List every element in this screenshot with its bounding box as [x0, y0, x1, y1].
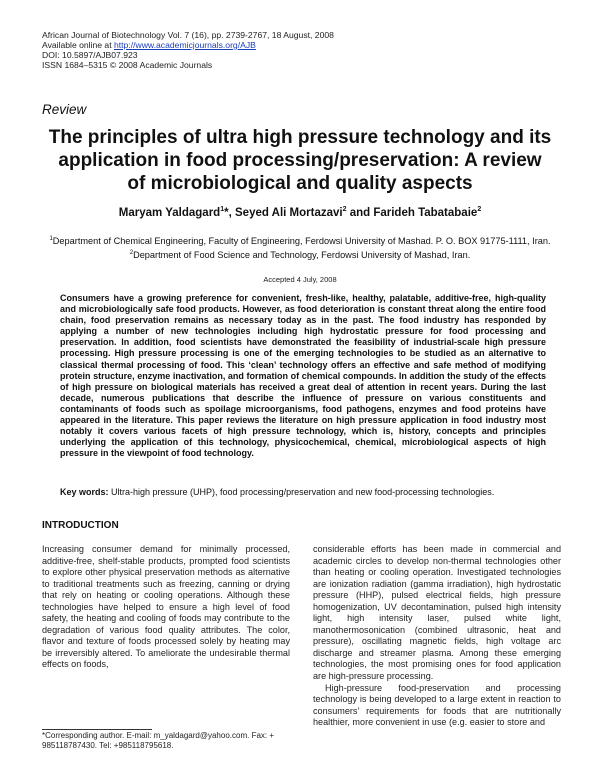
- title-line-2: application in food processing/preservation: A review: [58, 150, 542, 171]
- affiliation-2: [40, 247, 560, 261]
- corresponding-mark: *: [224, 206, 229, 219]
- journal-citation: African Journal of Biotechnology Vol. 7 (16), pp. 2739-2767, 18 August, 2008: [42, 30, 334, 40]
- paragraph: High-pressure food-preservation and processing technology is being developed to a large extent in reaction to consumers’ requirements for foods that are nutritionally healthier, more convenient in use (e.g. easier to store and: [313, 682, 561, 728]
- doi-line: DOI: 10.5897/AJB07.923: [42, 50, 138, 60]
- keywords: [60, 487, 546, 498]
- availability-prefix: Available online at: [42, 40, 114, 50]
- affiliation-text: Department of Food Science and Technology, Ferdowsi University of Mashad, Iran.: [133, 250, 471, 261]
- author-name: Farideh Tabatabaie: [373, 206, 478, 219]
- journal-link[interactable]: http://www.academicjournals.org/AJB: [114, 40, 256, 50]
- title-line-1: The principles of ultra high pressure technology and its: [48, 127, 552, 148]
- author-list: [40, 206, 560, 219]
- corresponding-author-footnote: *Corresponding author. E-mail: m_yaldagard@yahoo.com. Fax: + 985118787430. Tel: +985118795618.: [42, 731, 275, 750]
- availability-line: [42, 40, 334, 50]
- footnote-divider: [42, 729, 152, 730]
- author-name: Seyed Ali Mortazavi: [235, 206, 343, 219]
- affiliation-mark: 2: [129, 250, 134, 257]
- paragraph: considerable efforts has been made in commercial and academic circles to develop non-thermal technologies other than heating or cooling operation. Investigated technologies are ionization radiation (gamma irradiation), high hydrostatic pressure (HHP), pulsed electrical fields, high pressure homogenization, UV decontamination, pulsed high intensity light, high intensity laser, pulsed white light, manothermosonication (combined ultrasonic, heat and pressure), oscillating magnetic fields, high voltage arc discharge and streamer plasma. Among these emerging technologies, the most promising ones for food application are high-pressure processing.: [313, 544, 561, 682]
- author-separator: ,: [228, 206, 235, 219]
- affiliation-1: [40, 233, 560, 247]
- abstract: Consumers have a growing preference for convenient, fresh-like, healthy, palatable, additive-free, high-quality and microbiologically safe food products. However, as food deterioration is constant threat along the entire food chain, food preservation remains as necessary today as in the past. The food industry has responded by applying a number of new technologies including high hydrostatic pressure for food processing and preservation. In addition, food scientists have demonstrated the feasibility of industrial-scale high pressure processing. High pressure processing is one of the emerging technologies to be studied as an alternative to classical thermal processing of food. This ‘clean’ technology offers an effective and safe method of modifying protein structure, enzyme inactivation, and formation of chemical compounds. In addition the study of the effects of high pressure on biological materials has received a great deal of attention in recent years. During the last decade, numerous publications that describe the influence of pressure on various constituents and contaminants of foods such as spoilage microorganisms, food pathogens, enzymes and food proteins have appeared in the literature. This paper reviews the literature on high pressure application in food industry most notably it covers various facets of high pressure technology, which is, history, concepts and principles underlying the application of this technology, physicochemical, chemical, microbiological aspects of high pressure in the viewpoint of food technology.: [60, 293, 546, 459]
- paragraph: Increasing consumer demand for minimally processed, additive-free, shelf-stable products, prompted food scientists to explore other physical preservation methods as alternative to traditional treatments such as freezing, canning or drying that rely on heating or cooling operations. Although these technologies have helped to ensure a high level of food safety, the heating and cooling of foods may contribute to the degradation of various food quality attributes. The color, flavor and texture of foods processed solely by heating may be irreversibly altered. To ameliorate the undesirable thermal effects on foods,: [42, 544, 290, 670]
- author-affiliation-mark: 1: [220, 206, 225, 213]
- author-separator: and: [346, 206, 374, 219]
- author-name: Maryam Yaldagard: [118, 206, 221, 219]
- body-column-left: [42, 544, 290, 671]
- body-column-right: [313, 544, 561, 729]
- issn-line: ISSN 1684–5315 © 2008 Academic Journals: [42, 60, 213, 70]
- article-title: [30, 126, 570, 195]
- keywords-text: Ultra-high pressure (UHP), food processing/preservation and new food-processing technologies.: [108, 487, 495, 497]
- affiliation-mark: 1: [49, 236, 53, 242]
- keywords-label: Key words:: [60, 487, 109, 497]
- title-line-3: of microbiological and quality aspects: [127, 173, 473, 194]
- accepted-date: Accepted 4 July, 2008: [263, 275, 337, 284]
- journal-header: [42, 30, 334, 70]
- article-type-label: Review: [42, 102, 87, 117]
- affiliation-text: Department of Chemical Engineering, Faculty of Engineering, Ferdowsi University of Mashad. P. O. BOX 91775-1111, Iran.: [52, 236, 551, 247]
- affiliations: [40, 233, 560, 261]
- author-affiliation-mark: 2: [342, 206, 347, 213]
- author-affiliation-mark: 2: [477, 206, 482, 213]
- section-heading-introduction: INTRODUCTION: [42, 520, 119, 531]
